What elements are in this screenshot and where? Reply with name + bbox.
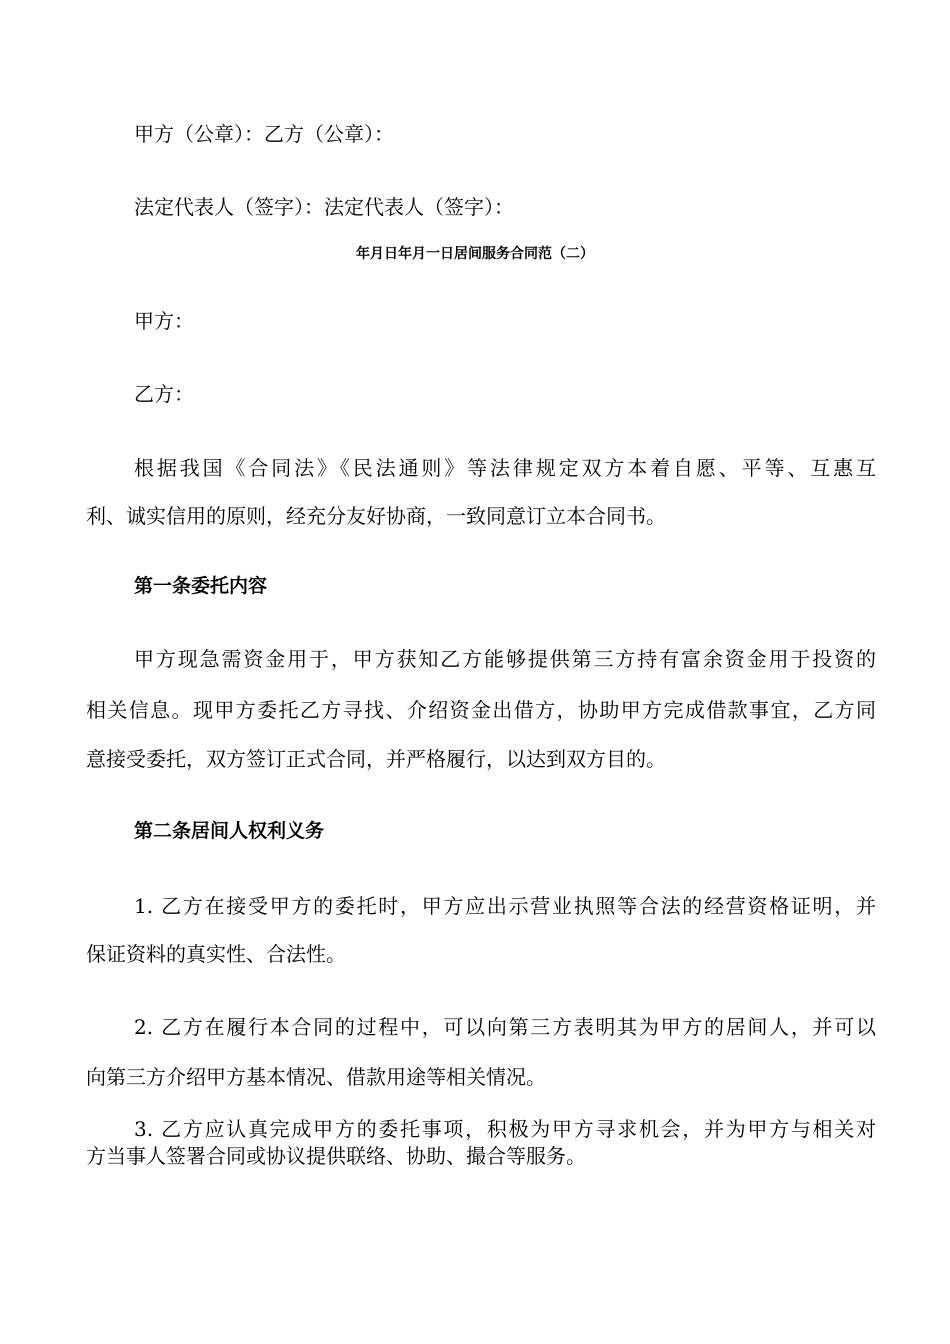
article-2-item-1-line-1: 1. 乙方在接受甲方的委托时，甲方应出示营业执照等合法的经营资格证明，并 xyxy=(134,894,876,918)
article-1-heading: 第一条委托内容 xyxy=(134,575,268,597)
article-2-heading: 第二条居间人权利义务 xyxy=(134,820,325,842)
article-2-item-2-line-2: 向第三方介绍甲方基本情况、借款用途等相关情况。 xyxy=(86,1065,546,1089)
article-2-item-1-line-2: 保证资料的真实性、合法性。 xyxy=(86,942,346,966)
article-2-item-3-line-1: 3. 乙方应认真完成甲方的委托事项，积极为甲方寻求机会，并为甲方与相关对 xyxy=(134,1117,876,1141)
contract-title: 年月日年月一日居间服务合同范（二） xyxy=(356,246,594,262)
article-1-line-3: 意接受委托，双方签订正式合同，并严格履行，以达到双方目的。 xyxy=(86,747,666,771)
party-seals-line: 甲方（公章）：乙方（公章）： xyxy=(134,122,394,146)
article-1-line-1: 甲方现急需资金用于，甲方获知乙方能够提供第三方持有富余资金用于投资的 xyxy=(134,647,876,671)
preamble-line-1: 根据我国《合同法》《民法通则》等法律规定双方本着自愿、平等、互惠互 xyxy=(134,456,876,480)
preamble-line-2: 利、诚实信用的原则，经充分友好协商，一致同意订立本合同书。 xyxy=(86,504,666,528)
party-a-label: 甲方： xyxy=(134,309,194,333)
representatives-line: 法定代表人（签字）：法定代表人（签字）： xyxy=(134,195,514,219)
article-1-line-2: 相关信息。现甲方委托乙方寻找、介绍资金出借方，协助甲方完成借款事宜，乙方同 xyxy=(86,698,876,722)
article-2-item-2-line-1: 2. 乙方在履行本合同的过程中，可以向第三方表明其为甲方的居间人，并可以 xyxy=(134,1015,876,1039)
article-2-item-3-line-2: 方当事人签署合同或协议提供联络、协助、撮合等服务。 xyxy=(86,1144,586,1168)
party-b-label: 乙方： xyxy=(134,382,194,406)
